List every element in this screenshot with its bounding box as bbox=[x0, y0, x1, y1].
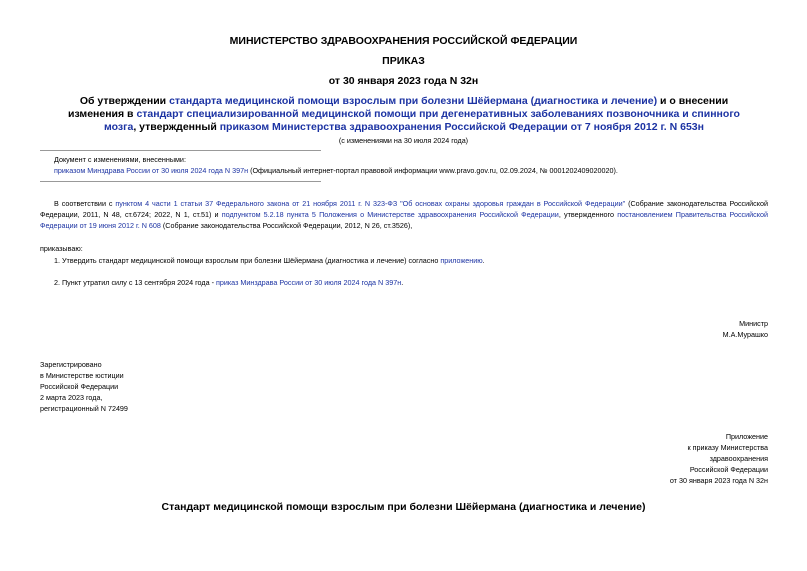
standard-title: Стандарт медицинской помощи взрослым при болезни Шёйермана (диагностика и лечение) bbox=[161, 501, 646, 513]
preamble bbox=[40, 198, 768, 231]
item-2-text: 2. Пункт утратил силу с 13 сентября 2024 года - bbox=[54, 278, 216, 287]
registration-block bbox=[40, 359, 240, 414]
item-2-end: . bbox=[401, 278, 404, 287]
appendix-line-4: Российской Федерации bbox=[689, 465, 768, 474]
item-1-text: 1. Утвердить стандарт медицинской помощи взрослым при болезни Шёйермана (диагностика и лечение) согласно bbox=[54, 256, 441, 265]
orders-word: приказываю: bbox=[40, 244, 83, 253]
changes-doc-line bbox=[54, 165, 774, 176]
appendix-line-5: от 30 января 2023 года N 32н bbox=[669, 476, 768, 485]
preamble-text-3: , утвержденного bbox=[558, 210, 618, 219]
item-1 bbox=[54, 255, 774, 266]
changes-note: (с изменениями на 30 июля 2024 года) bbox=[338, 136, 469, 145]
signature-name: М.А.Мурашко bbox=[722, 330, 768, 339]
appendix-block bbox=[568, 431, 768, 486]
item-2 bbox=[54, 277, 774, 288]
title-text-3: , утвержденный bbox=[133, 121, 220, 133]
federal-law-link[interactable]: пунктом 4 части 1 статьи 37 Федерального закона от 21 ноября 2011 г. N 323-ФЗ "Об основах охраны здоровья граждан в Российской Федерации" bbox=[115, 199, 626, 208]
divider-bottom bbox=[40, 181, 321, 182]
appendix-line-1: Приложение bbox=[725, 432, 768, 441]
specialized-standard-link[interactable]: стандарт специализированной медицинской помощи при дегенеративных заболеваниях позвоночника и спинного мозга bbox=[104, 108, 740, 133]
appendix-line-3: здравоохранения bbox=[709, 454, 768, 463]
preamble-text-1: В соответствии с bbox=[54, 199, 116, 208]
item-1-end: . bbox=[482, 256, 485, 265]
registration-line-5: регистрационный N 72499 bbox=[40, 404, 128, 413]
preamble-text-4: (Собрание законодательства Российской Федерации, 2012, N 26, ст.3526), bbox=[160, 221, 413, 230]
standard-link[interactable]: стандарта медицинской помощи взрослым при болезни Шёйермана (диагностика и лечение) bbox=[169, 95, 658, 107]
registration-line-4: 2 марта 2023 года, bbox=[40, 393, 103, 402]
repealing-order-link[interactable]: приказ Минздрава России от 30 июля 2024 года N 397н bbox=[215, 278, 402, 287]
divider-top bbox=[40, 150, 321, 151]
order-date: от 30 января 2023 года N 32н bbox=[328, 75, 479, 87]
registration-line-3: Российской Федерации bbox=[40, 382, 119, 391]
changes-doc-source: (Официальный интернет-портал правовой информации www.pravo.gov.ru, 02.09.2024, № 0001202409020020). bbox=[248, 166, 618, 175]
registration-line-2: в Министерстве юстиции bbox=[40, 371, 124, 380]
regulation-link[interactable]: подпунктом 5.2.18 пункта 5 Положения о Министерстве здравоохранения Российской Федерации bbox=[221, 210, 559, 219]
title-text-1: Об утверждении bbox=[79, 95, 170, 107]
preamble-text-2: (Собрание законодательства Российской Федерации, 2011, N 48, ст.6724; 2022, N 1, ст.51) и bbox=[40, 199, 769, 219]
registration-line-1: Зарегистрировано bbox=[40, 360, 102, 369]
changes-doc-label: Документ с изменениями, внесенными: bbox=[54, 155, 186, 164]
order-653n-link[interactable]: приказом Министерства здравоохранения Российской Федерации от 7 ноября 2012 г. N 653н bbox=[219, 121, 704, 133]
government-decree-link[interactable]: постановлением Правительства Российской Федерации от 19 июня 2012 г. N 608 bbox=[40, 210, 769, 230]
signature-role: Министр bbox=[739, 319, 768, 328]
title-text-2: и о внесении изменения в bbox=[68, 95, 729, 120]
order-title: ПРИКАЗ bbox=[382, 55, 425, 67]
amending-order-link[interactable]: приказом Минздрава России от 30 июля 2024 года N 397н bbox=[54, 166, 249, 175]
order-subject bbox=[68, 95, 740, 134]
ministry-title: МИНИСТЕРСТВО ЗДРАВООХРАНЕНИЯ РОССИЙСКОЙ ФЕДЕРАЦИИ bbox=[229, 35, 578, 47]
appendix-line-2: к приказу Министерства bbox=[687, 443, 768, 452]
appendix-link[interactable]: приложению bbox=[440, 256, 483, 265]
